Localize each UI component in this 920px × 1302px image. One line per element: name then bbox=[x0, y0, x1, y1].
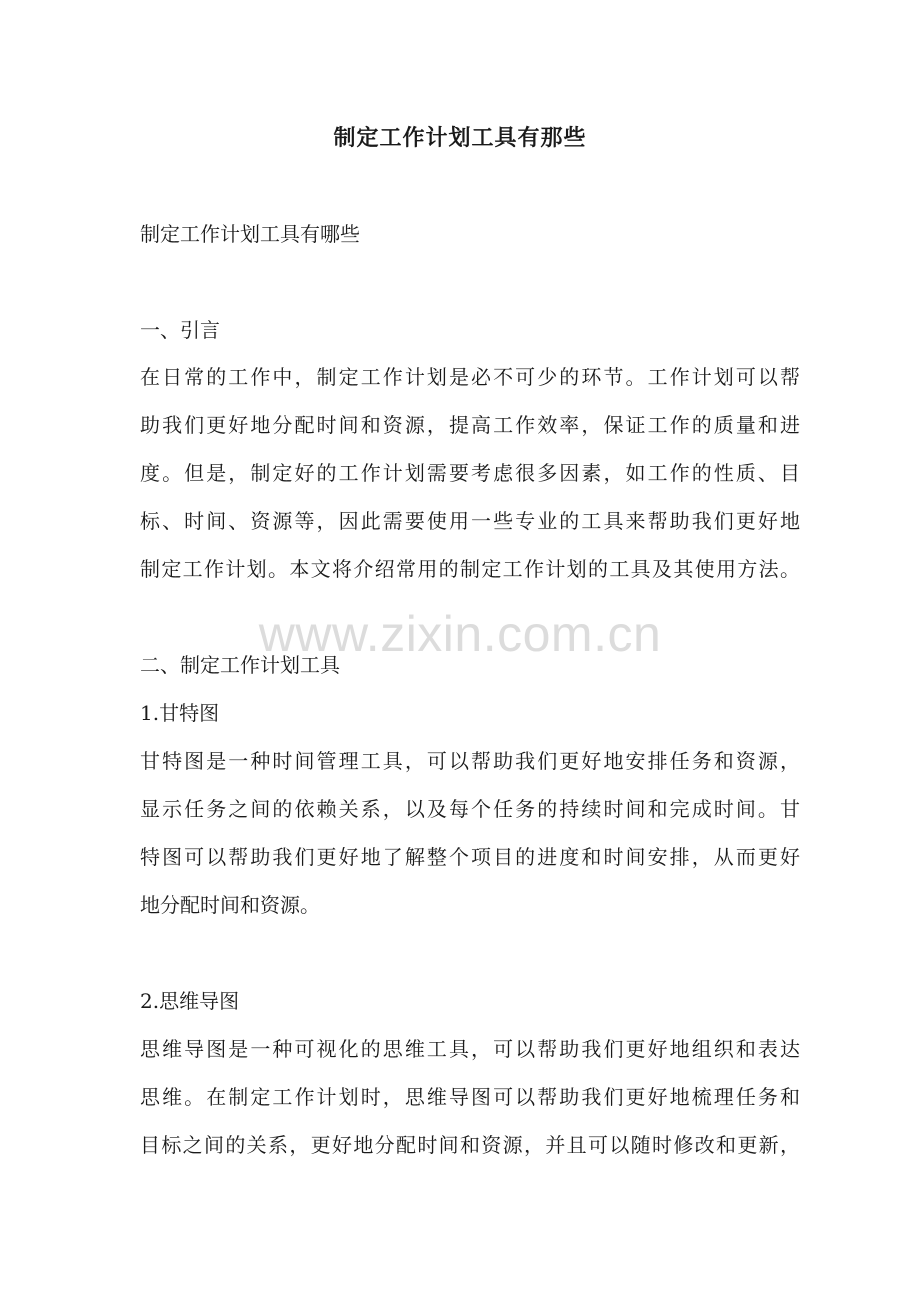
section-heading-tools: 二、制定工作计划工具 bbox=[140, 653, 340, 677]
paragraph-line: 度。但是，制定好的工作计划需要考虑很多因素，如工作的性质、目 bbox=[140, 461, 800, 485]
document-subtitle: 制定工作计划工具有哪些 bbox=[140, 222, 360, 246]
paragraph-line: 特图可以帮助我们更好地了解整个项目的进度和时间安排，从而更好 bbox=[140, 845, 800, 869]
paragraph-line: 在日常的工作中，制定工作计划是必不可少的环节。工作计划可以帮 bbox=[140, 365, 800, 389]
document-title: 制定工作计划工具有那些 bbox=[333, 125, 587, 151]
paragraph-line: 目标之间的关系，更好地分配时间和资源，并且可以随时修改和更新， bbox=[140, 1133, 800, 1157]
paragraph-line: 显示任务之间的依赖关系，以及每个任务的持续时间和完成时间。甘 bbox=[140, 797, 800, 821]
paragraph-line: 助我们更好地分配时间和资源，提高工作效率，保证工作的质量和进 bbox=[140, 413, 800, 437]
paragraph-line: 思维导图是一种可视化的思维工具，可以帮助我们更好地组织和表达 bbox=[140, 1037, 800, 1061]
paragraph-line: 思维。在制定工作计划时，思维导图可以帮助我们更好地梳理任务和 bbox=[140, 1085, 800, 1109]
section-heading-introduction: 一、引言 bbox=[140, 318, 220, 342]
subsection-heading-mind-map: 2.思维导图 bbox=[140, 989, 240, 1013]
paragraph-line: 地分配时间和资源。 bbox=[140, 893, 320, 917]
paragraph-line: 标、时间、资源等，因此需要使用一些专业的工具来帮助我们更好地 bbox=[140, 509, 800, 533]
paragraph-line: 甘特图是一种时间管理工具，可以帮助我们更好地安排任务和资源， bbox=[140, 749, 800, 773]
watermark: www.zixin.com.cn bbox=[258, 606, 662, 662]
subsection-heading-gantt: 1.甘特图 bbox=[140, 701, 220, 725]
paragraph-line: 制定工作计划。本文将介绍常用的制定工作计划的工具及其使用方法。 bbox=[140, 557, 800, 581]
